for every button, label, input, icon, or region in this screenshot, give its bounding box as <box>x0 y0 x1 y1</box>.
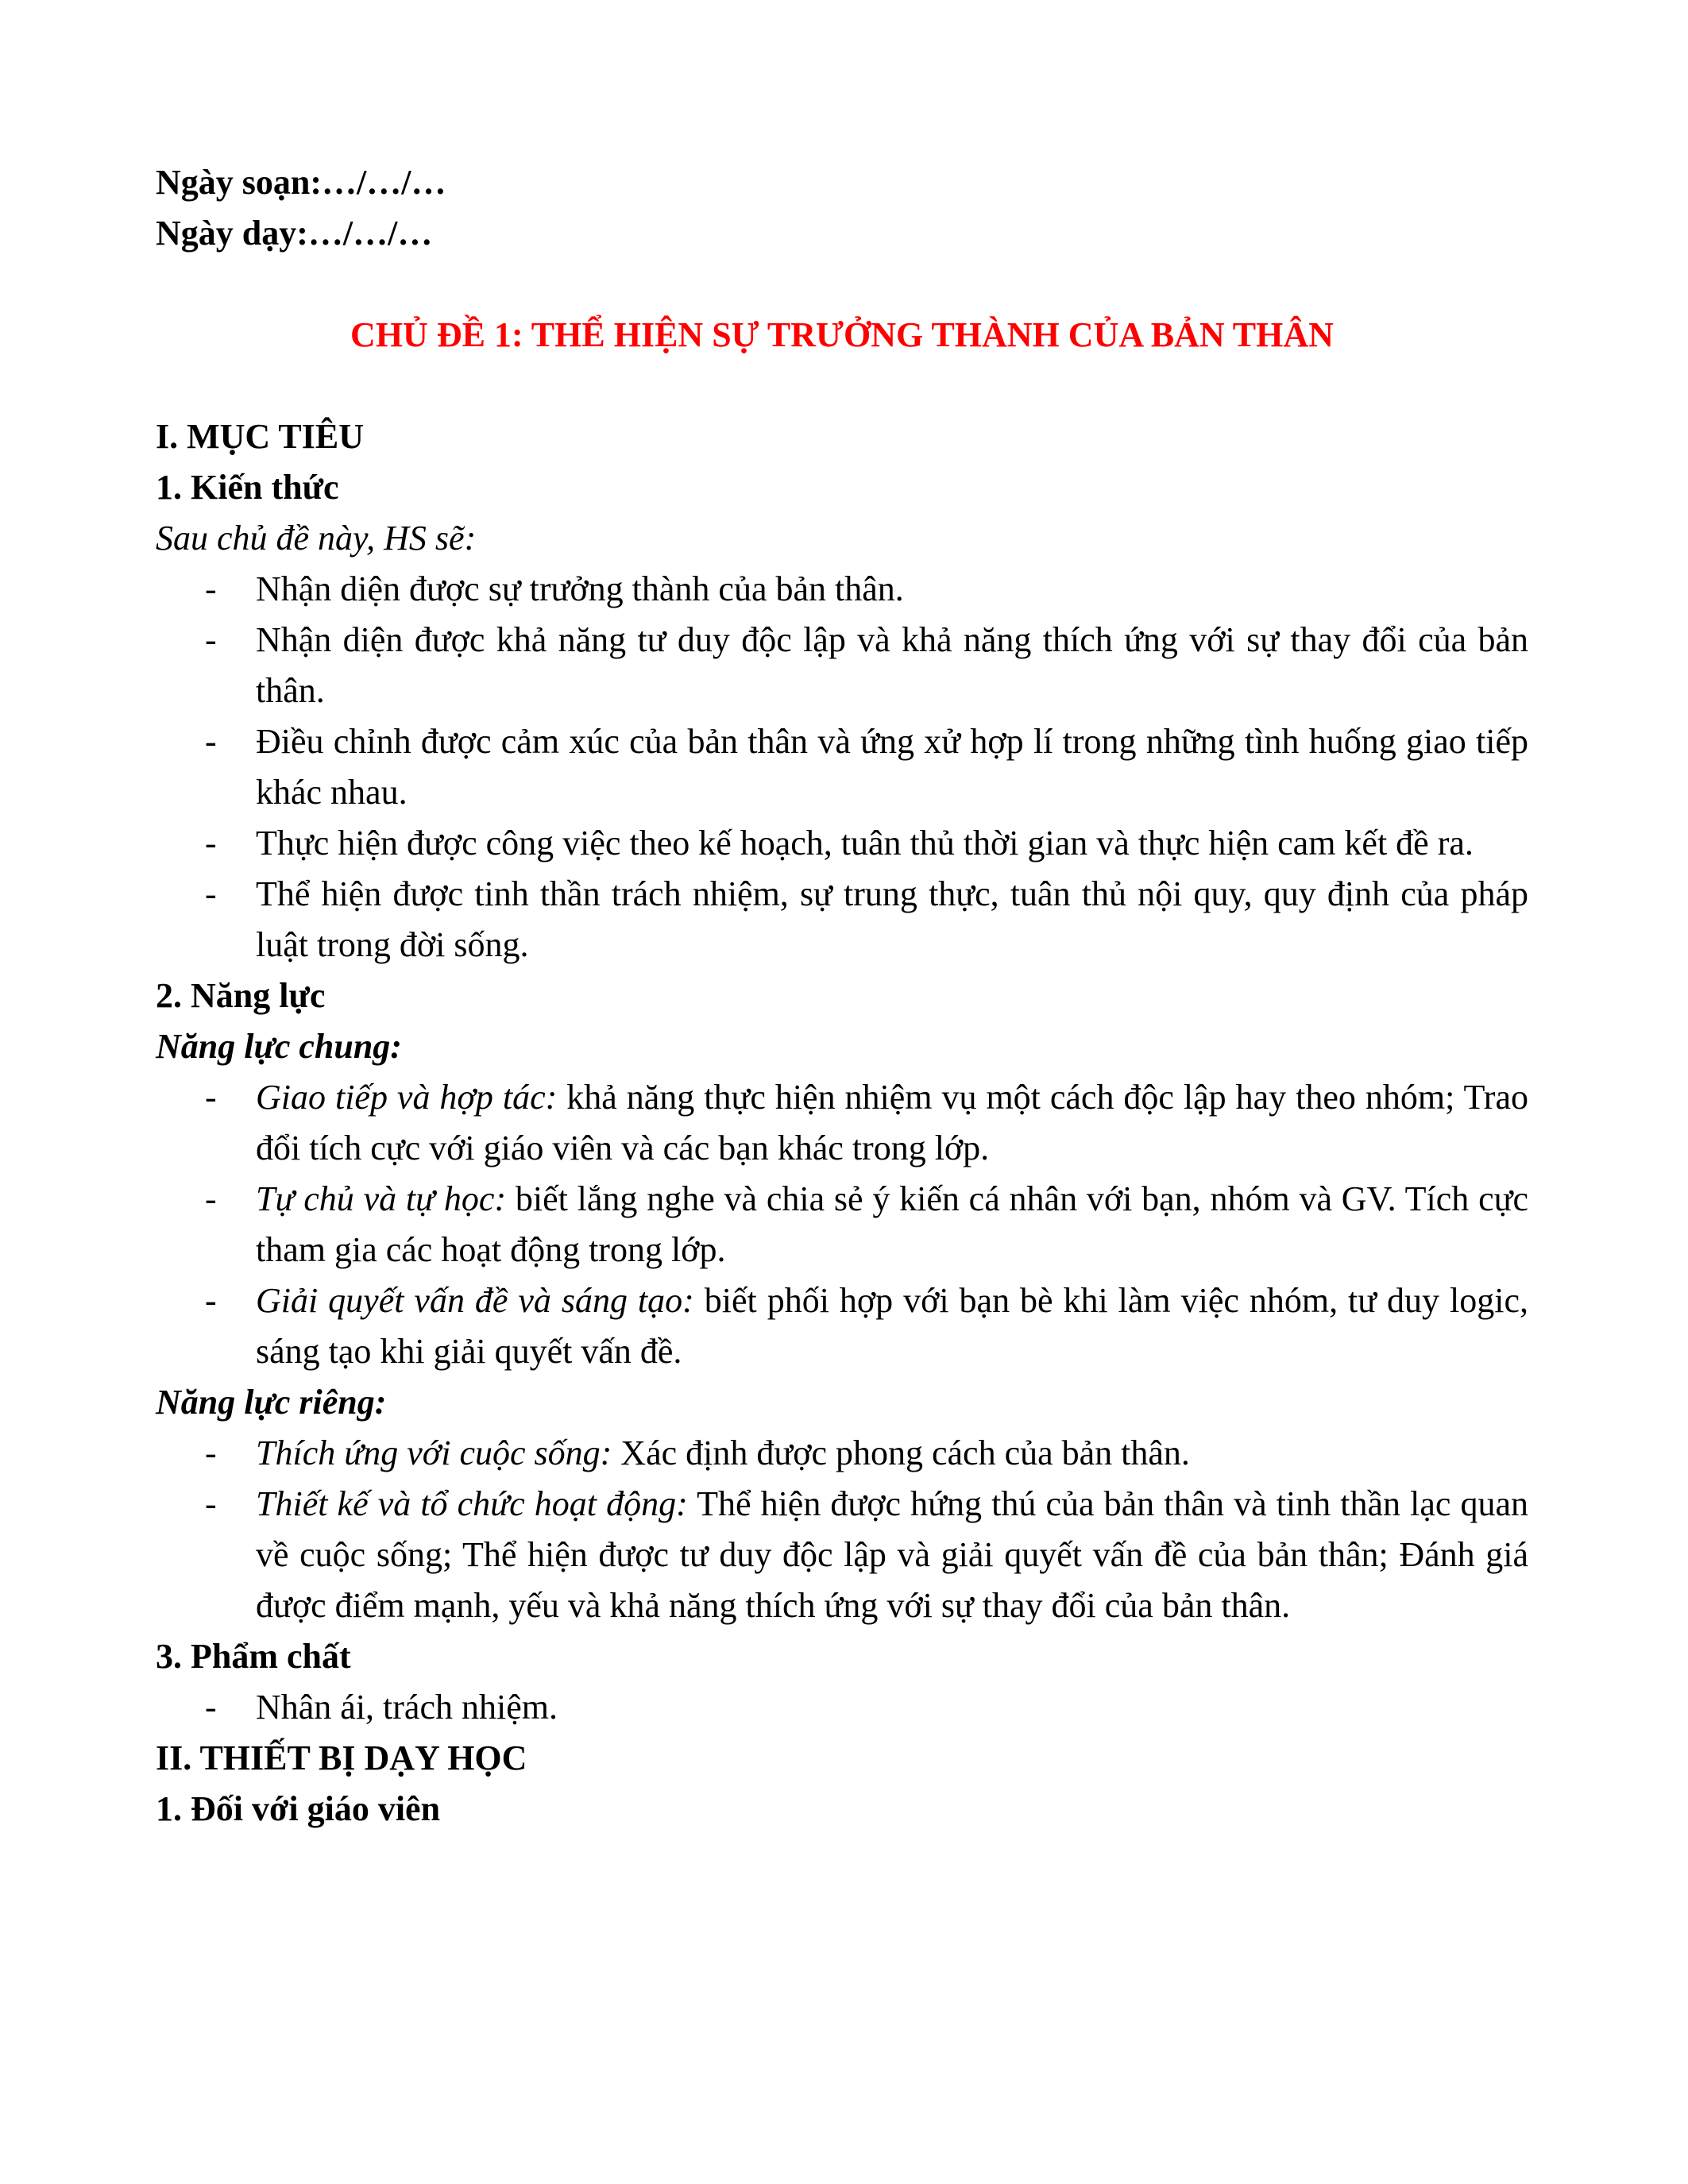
knowledge-list <box>156 564 1528 970</box>
list-item-lead: Thích ứng với cuộc sống: <box>256 1433 612 1472</box>
list-item <box>156 716 1528 818</box>
list-item <box>156 564 1528 615</box>
competence-heading: 2. Năng lực <box>156 976 326 1015</box>
dash-bullet: - <box>205 722 217 761</box>
dash-bullet: - <box>205 1484 217 1523</box>
list-item-text: Thực hiện được công việc theo kế hoạch, tuân thủ thời gian và thực hiện cam kết đề ra. <box>256 824 1474 862</box>
list-item-text: Nhận diện được sự trưởng thành của bản thân. <box>256 569 904 608</box>
specific-competence-list <box>156 1428 1528 1631</box>
list-item <box>156 869 1528 970</box>
list-item-text: khả năng thực hiện nhiệm vụ một cách độc lập hay theo nhóm; Trao đổi tích cực với giáo viên và các bạn khác trong lớp. <box>256 1078 1528 1167</box>
list-item <box>156 818 1528 869</box>
teach-date: Ngày dạy:…/…/… <box>156 214 433 253</box>
document-page <box>156 157 1528 1835</box>
list-item-text: Thể hiện được hứng thú của bản thân và tinh thần lạc quan về cuộc sống; Thể hiện được tư duy độc lập và giải quyết vấn đề của bản thân; Đánh giá được điểm mạnh, yếu và khả năng thích ứng với sự thay đổi của bản thân. <box>256 1484 1529 1625</box>
list-item-text: Nhân ái, trách nhiệm. <box>256 1688 558 1727</box>
section-equipment-heading: II. THIẾT BỊ DẠY HỌC <box>156 1738 527 1777</box>
list-item <box>156 1072 1528 1174</box>
list-item-text: biết lắng nghe và chia sẻ ý kiến cá nhân với bạn, nhóm và GV. Tích cực tham gia các hoạt động trong lớp. <box>256 1179 1528 1269</box>
list-item-text: biết phối hợp với bạn bè khi làm việc nhóm, tư duy logic, sáng tạo khi giải quyết vấn đề. <box>256 1281 1528 1371</box>
section-objectives-heading: I. MỤC TIÊU <box>156 417 365 456</box>
dash-bullet: - <box>205 1179 217 1218</box>
dash-bullet: - <box>205 1688 217 1727</box>
list-item-lead: Giao tiếp và hợp tác: <box>256 1078 558 1117</box>
dash-bullet: - <box>205 1281 217 1320</box>
dash-bullet: - <box>205 1078 217 1117</box>
qualities-list <box>156 1682 1528 1733</box>
list-item <box>156 1682 1528 1733</box>
qualities-heading: 3. Phẩm chất <box>156 1637 351 1676</box>
dash-bullet: - <box>205 1433 217 1472</box>
list-item-text: Điều chỉnh được cảm xúc của bản thân và ứng xử hợp lí trong những tình huống giao tiếp khác nhau. <box>256 722 1528 812</box>
list-item-lead: Thiết kế và tổ chức hoạt động: <box>256 1484 688 1523</box>
list-item-lead: Tự chủ và tự học: <box>256 1179 507 1218</box>
dash-bullet: - <box>205 569 217 608</box>
list-item <box>156 1275 1528 1377</box>
list-item <box>156 1479 1528 1631</box>
knowledge-heading: 1. Kiến thức <box>156 468 339 507</box>
dash-bullet: - <box>205 620 217 659</box>
knowledge-intro: Sau chủ đề này, HS sẽ: <box>156 519 477 558</box>
dash-bullet: - <box>205 874 217 913</box>
teacher-subheading: 1. Đối với giáo viên <box>156 1789 441 1828</box>
dash-bullet: - <box>205 824 217 862</box>
list-item-lead: Giải quyết vấn đề và sáng tạo: <box>256 1281 694 1320</box>
list-item-text: Xác định được phong cách của bản thân. <box>612 1433 1190 1472</box>
list-item-text: Thể hiện được tinh thần trách nhiệm, sự trung thực, tuân thủ nội quy, quy định của pháp luật trong đời sống. <box>256 874 1528 964</box>
list-item-text: Nhận diện được khả năng tư duy độc lập và khả năng thích ứng với sự thay đổi của bản thân. <box>256 620 1528 710</box>
general-competence-label: Năng lực chung: <box>156 1027 402 1066</box>
list-item <box>156 615 1528 716</box>
general-competence-list <box>156 1072 1528 1377</box>
list-item <box>156 1174 1528 1275</box>
specific-competence-label: Năng lực riêng: <box>156 1383 387 1422</box>
topic-title: CHỦ ĐỀ 1: THỂ HIỆN SỰ TRƯỞNG THÀNH CỦA BẢN THÂN <box>350 315 1334 354</box>
prepare-date: Ngày soạn:…/…/… <box>156 163 446 202</box>
list-item <box>156 1428 1528 1479</box>
